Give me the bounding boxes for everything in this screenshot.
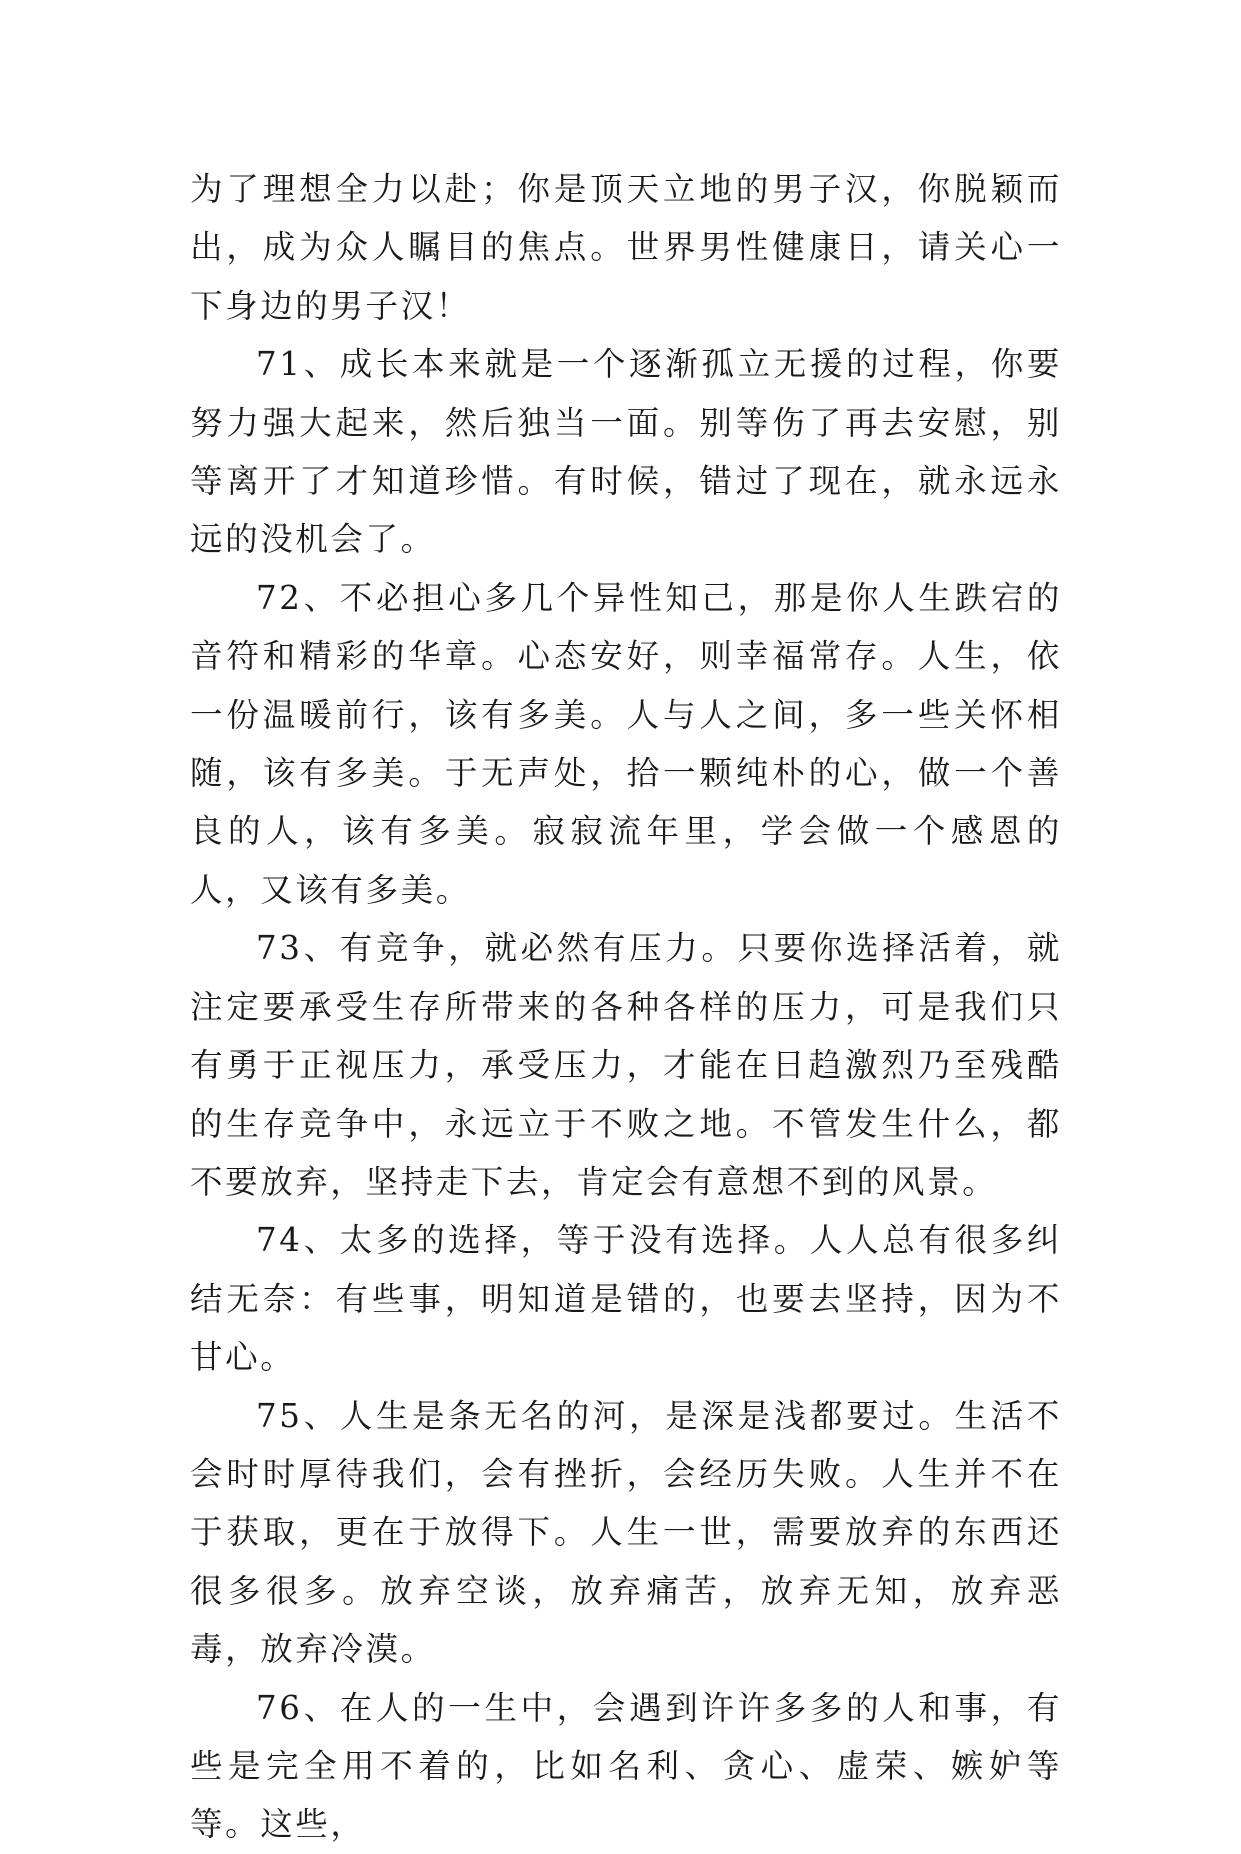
paragraph-continuation: 为了理想全力以赴；你是顶天立地的男子汉，你脱颖而出，成为众人瞩目的焦点。世界男性健康日，请关心一下身边的男子汉！ (190, 170, 1062, 325)
body-text (190, 160, 1062, 1854)
paragraph-76: 76、在人的一生中，会遇到许许多多的人和事，有些是完全用不着的，比如名利、贪心、虚荣、嫉妒等等。这些， (190, 1688, 1062, 1844)
paragraph-71: 71、成长本来就是一个逐渐孤立无援的过程，你要努力强大起来，然后独当一面。别等伤了再去安慰，别等离开了才知道珍惜。有时候，错过了现在，就永远永远的没机会了。 (190, 345, 1062, 559)
paragraph-74: 74、太多的选择，等于没有选择。人人总有很多纠结无奈：有些事，明知道是错的，也要去坚持，因为不甘心。 (190, 1221, 1062, 1377)
paragraph-73: 73、有竞争，就必然有压力。只要你选择活着，就注定要承受生存所带来的各种各样的压力，可是我们只有勇于正视压力，承受压力，才能在日趋激烈乃至残酷的生存竞争中，永远立于不败之地。不管发生什么，都不要放弃，坚持走下去，肯定会有意想不到的风景。 (190, 929, 1062, 1201)
paragraph-72: 72、不必担心多几个异性知己，那是你人生跌宕的音符和精彩的华章。心态安好，则幸福常存。人生，依一份温暖前行，该有多美。人与人之间，多一些关怀相随，该有多美。于无声处，拾一颗纯朴的心，做一个善良的人，该有多美。寂寂流年里，学会做一个感恩的人，又该有多美。 (190, 578, 1062, 909)
paragraph-75: 75、人生是条无名的河，是深是浅都要过。生活不会时时厚待我们，会有挫折，会经历失败。人生并不在于获取，更在于放得下。人生一世，需要放弃的东西还很多很多。放弃空谈，放弃痛苦，放弃无知，放弃恶毒，放弃冷漠。 (190, 1396, 1062, 1669)
